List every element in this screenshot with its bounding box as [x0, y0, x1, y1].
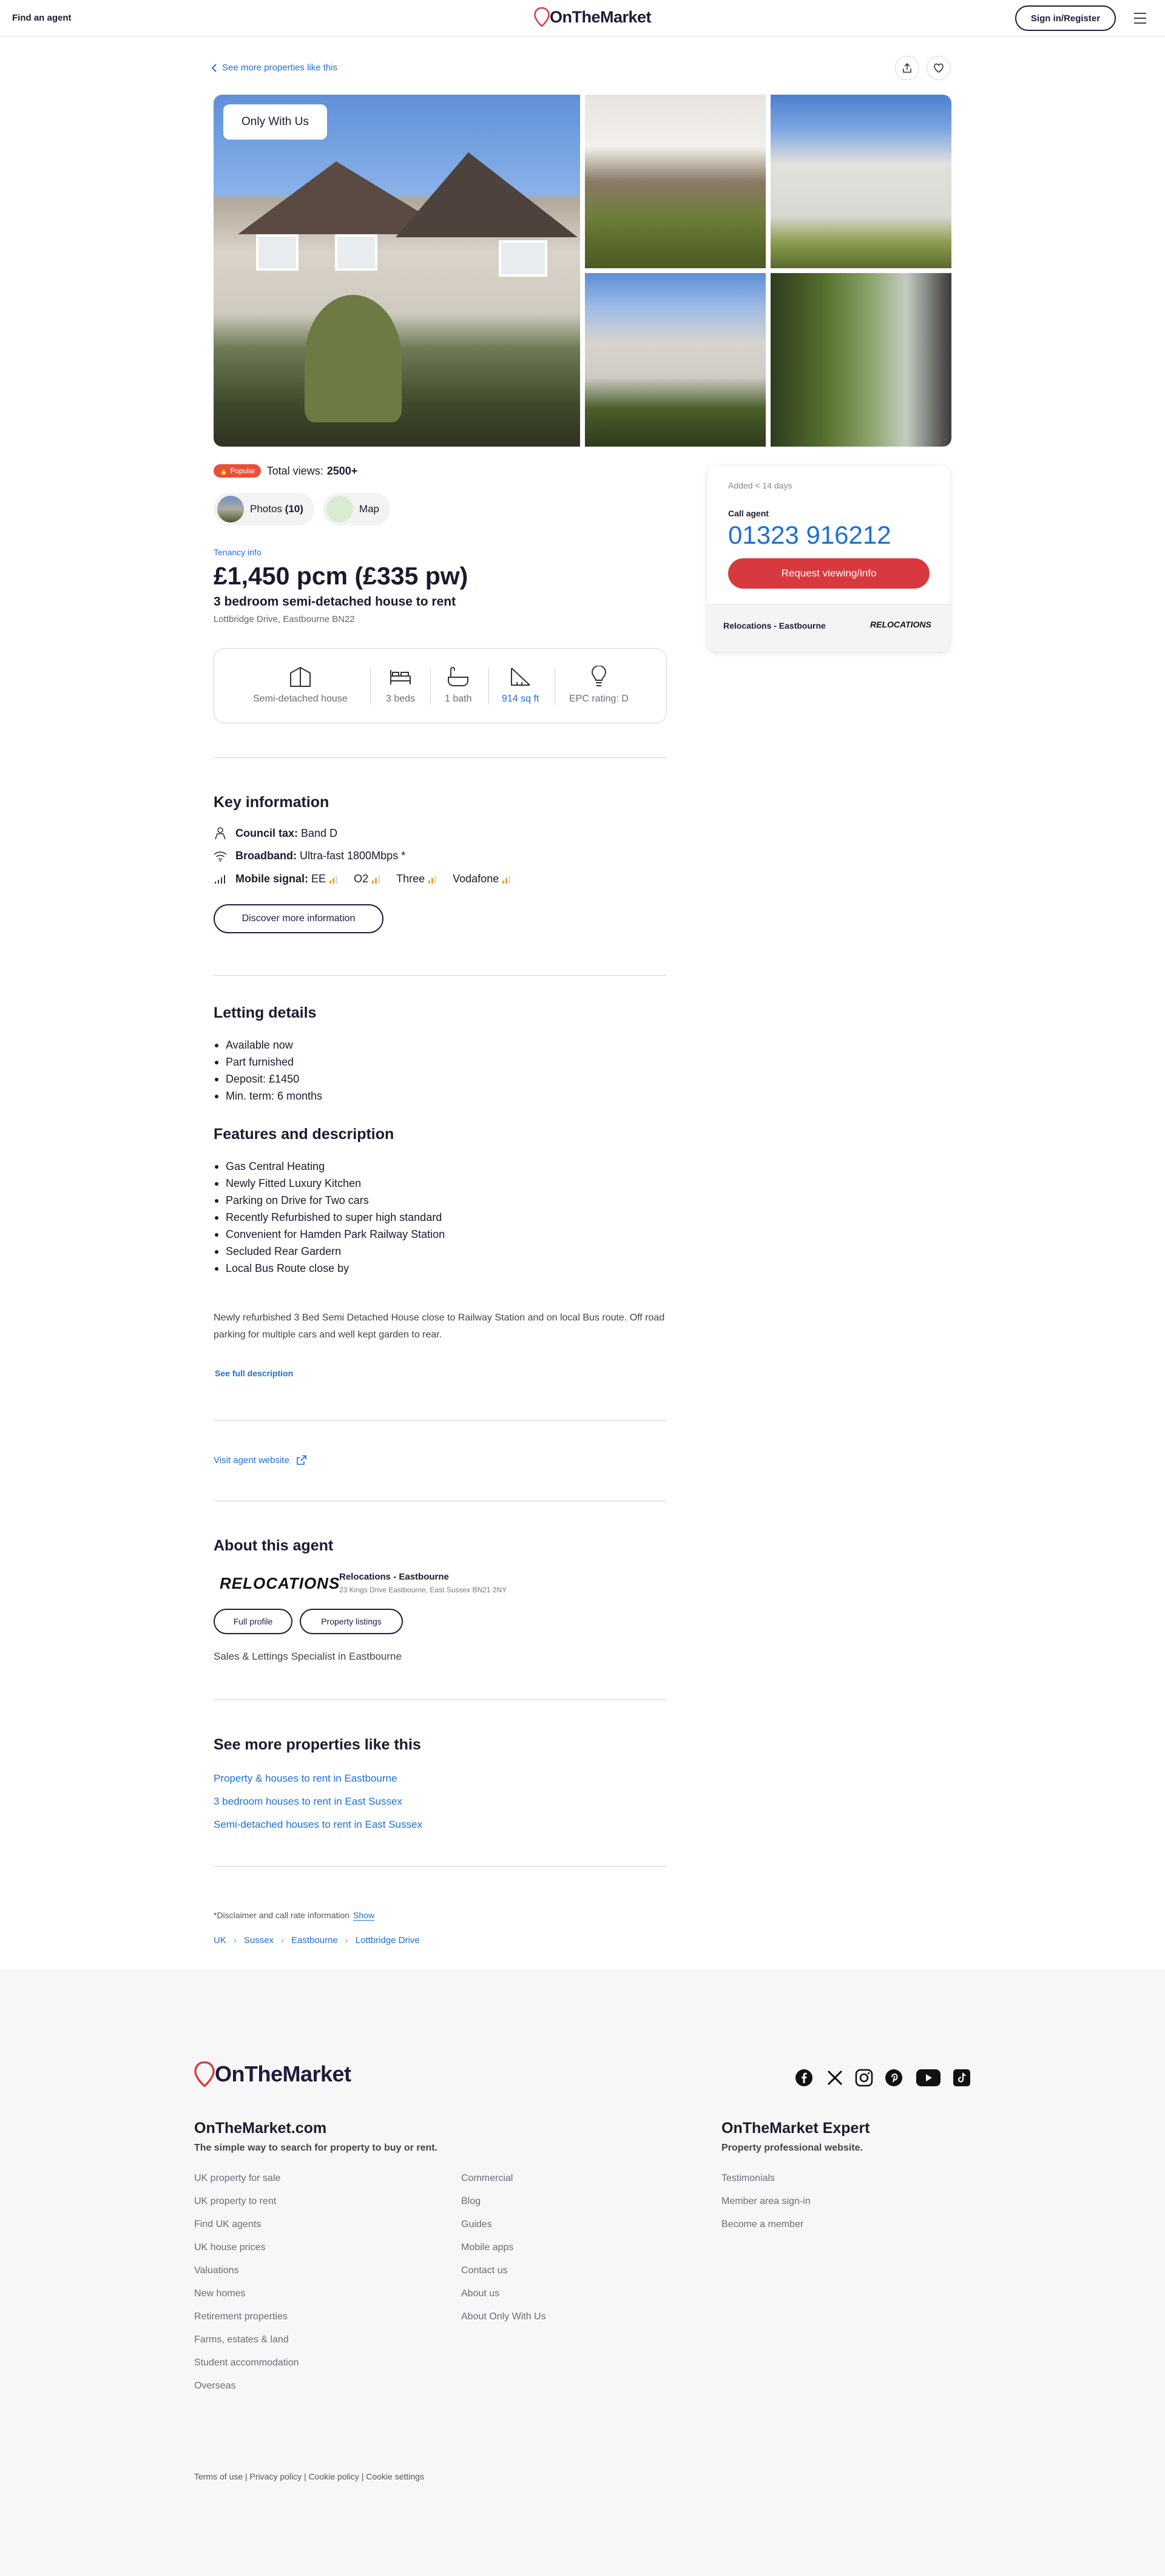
footer-link[interactable]: Student accommodation: [194, 2358, 299, 2368]
divider: [214, 1699, 667, 1700]
card-agent-name: Relocations - Eastbourne: [723, 621, 826, 630]
divider: [214, 1866, 667, 1867]
footer-link[interactable]: Testimonials: [721, 2173, 775, 2183]
breadcrumb-item[interactable]: Lottbridge Drive: [355, 1935, 420, 1946]
facebook-icon[interactable]: [794, 2067, 814, 2088]
similar-link[interactable]: Property & houses to rent in Eastbourne: [214, 1773, 397, 1784]
agent-contact-card: [707, 466, 950, 652]
letting-heading: Letting details: [214, 1004, 317, 1021]
back-link-label: See more properties like this: [222, 63, 338, 73]
area-icon: [510, 666, 532, 687]
council-tax-icon: [214, 827, 226, 840]
list-item: Gas Central Heating: [214, 1158, 445, 1175]
footer-col1-title: OnTheMarket.com: [194, 2120, 327, 2137]
photos-button[interactable]: [214, 493, 314, 526]
share-button[interactable]: [895, 56, 919, 80]
broadband-row: Broadband: Ultra-fast 1800Mbps *: [214, 850, 405, 862]
footer-link[interactable]: Contact us: [461, 2265, 508, 2276]
network-vodafone: Vodafone: [453, 873, 510, 885]
signal-bars-icon: [428, 875, 436, 884]
footer-link[interactable]: New homes: [194, 2288, 246, 2299]
features-heading: Features and description: [214, 1126, 394, 1143]
gallery-photo-4[interactable]: [585, 273, 766, 447]
footer-link[interactable]: UK house prices: [194, 2242, 266, 2253]
map-button[interactable]: [323, 493, 390, 526]
divider: [214, 1420, 667, 1421]
mobile-signal-row: Mobile signal: EE O2 Three Vodafone: [214, 873, 524, 885]
legal-links[interactable]: Terms of use | Privacy policy | Cookie policy | Cookie settings: [194, 2472, 424, 2481]
photos-thumbnail: [217, 496, 244, 522]
site-footer: [0, 1969, 1165, 2576]
property-address: Lottbridge Drive, Eastbourne BN22: [214, 614, 355, 624]
request-viewing-button[interactable]: Request viewing/info: [728, 558, 930, 589]
agent-phone-link[interactable]: 01323 916212: [728, 521, 891, 549]
footer-link[interactable]: Member area sign-in: [721, 2196, 811, 2206]
property-description: Newly refurbished 3 Bed Semi Detached House close to Railway Station and on local Bus route. Off road parking for multiple cars and well kept garden to rear.: [214, 1313, 665, 1340]
tenancy-info-link[interactable]: Tenancy info: [214, 547, 262, 557]
signal-bars-icon: [329, 875, 337, 884]
fact-property-type: Semi-detached house: [253, 666, 348, 705]
list-item: Newly Fitted Luxury Kitchen: [214, 1175, 445, 1192]
footer-link[interactable]: Retirement properties: [194, 2311, 288, 2322]
property-facts: [214, 648, 667, 723]
fact-epc: EPC rating: D: [569, 666, 629, 705]
map-thumbnail: [326, 496, 353, 522]
added-date: Added < 14 days: [728, 481, 792, 490]
signin-button[interactable]: Sign in/Register: [1015, 5, 1116, 31]
key-info-heading: Key information: [214, 794, 329, 811]
back-link[interactable]: [211, 63, 337, 73]
map-label: Map: [359, 503, 379, 515]
logo-pin-icon: [194, 2061, 215, 2087]
footer-link[interactable]: Valuations: [194, 2265, 239, 2276]
about-agent-heading: About this agent: [214, 1537, 334, 1554]
footer-link[interactable]: About us: [461, 2288, 500, 2299]
visit-agent-website-link[interactable]: [214, 1454, 308, 1466]
property-listings-button[interactable]: Property listings: [300, 1609, 403, 1634]
chevron-right-icon: ›: [233, 1935, 237, 1946]
agent-logo: RELOCATIONS: [220, 1574, 340, 1592]
list-item: Deposit: £1450: [214, 1070, 322, 1087]
footer-col3-title: OnTheMarket Expert: [721, 2120, 870, 2137]
divider: [214, 757, 667, 758]
chevron-left-icon: [211, 64, 217, 72]
lightbulb-icon: [590, 666, 607, 688]
footer-link[interactable]: Guides: [461, 2219, 492, 2229]
site-logo[interactable]: [534, 7, 651, 27]
list-item: Local Bus Route close by: [214, 1260, 445, 1277]
external-link-icon: [295, 1454, 308, 1466]
popular-badge: 🔥 Popular: [214, 464, 261, 478]
full-profile-button[interactable]: Full profile: [214, 1609, 292, 1634]
list-item: Min. term: 6 months: [214, 1087, 322, 1104]
fact-floor-area[interactable]: 914 sq ft: [502, 666, 539, 705]
footer-link[interactable]: Commercial: [461, 2173, 513, 2183]
signal-icon: [214, 874, 226, 884]
price: £1,450 pcm (£335 pw): [214, 562, 468, 590]
tiktok-icon[interactable]: [951, 2067, 972, 2088]
breadcrumb-item[interactable]: Sussex: [243, 1935, 274, 1946]
photos-label: Photos (10): [250, 503, 303, 515]
find-agent-link[interactable]: Find an agent: [12, 13, 72, 23]
youtube-icon[interactable]: [916, 2067, 940, 2088]
footer-logo[interactable]: [194, 2061, 351, 2087]
features-list: [214, 1158, 445, 1277]
footer-link[interactable]: UK property to rent: [194, 2196, 277, 2206]
discover-more-button[interactable]: Discover more information: [214, 904, 383, 933]
footer-link[interactable]: Find UK agents: [194, 2219, 262, 2229]
network-ee: EE: [311, 873, 337, 885]
save-favourite-button[interactable]: [927, 56, 951, 80]
similar-link[interactable]: 3 bedroom houses to rent in East Sussex: [214, 1796, 402, 1807]
total-views: Total views: 2500+: [266, 464, 358, 477]
agent-name: Relocations - Eastbourne: [339, 1572, 449, 1582]
gallery-photo-2[interactable]: [585, 95, 766, 268]
views-row: [214, 464, 357, 478]
visit-agent-label: Visit agent website: [214, 1455, 289, 1465]
logo-wordmark: OnTheMarket: [550, 7, 652, 26]
footer-link[interactable]: Farms, estates & land: [194, 2334, 289, 2345]
share-icon: [902, 63, 913, 73]
breadcrumb: [214, 1935, 420, 1946]
list-item: Secluded Rear Gardern: [214, 1243, 445, 1260]
disclaimer: *Disclaimer and call rate information Show: [214, 1910, 375, 1920]
photo-gallery[interactable]: [214, 95, 951, 447]
footer-col3-subtitle: Property professional website.: [721, 2143, 863, 2153]
see-full-description-link[interactable]: See full description: [215, 1368, 294, 1378]
footer-link[interactable]: Become a member: [721, 2219, 804, 2229]
house-icon: [289, 666, 312, 688]
main-photo[interactable]: [214, 95, 580, 447]
only-with-us-badge: Only With Us: [223, 104, 327, 140]
media-buttons: [214, 493, 390, 526]
bed-icon: [389, 668, 412, 686]
list-item: Convenient for Hamden Park Railway Station: [214, 1226, 445, 1243]
breadcrumb-item[interactable]: Eastbourne: [291, 1935, 338, 1946]
logo-pin-icon: [534, 7, 550, 27]
letting-list: [214, 1036, 322, 1104]
council-tax-row: Council tax: Band D: [214, 827, 337, 840]
footer-link[interactable]: Mobile apps: [461, 2242, 514, 2253]
breadcrumb-item[interactable]: UK: [214, 1935, 226, 1946]
footer-link[interactable]: Blog: [461, 2196, 481, 2206]
logo-wordmark: OnTheMarket: [215, 2061, 351, 2086]
pinterest-icon[interactable]: [883, 2067, 904, 2088]
footer-col1-subtitle: The simple way to search for property to buy or rent.: [194, 2143, 437, 2153]
call-agent-label: Call agent: [728, 509, 769, 518]
gallery-photo-5[interactable]: [771, 273, 951, 447]
similar-link[interactable]: Semi-detached houses to rent in East Sussex: [214, 1819, 422, 1830]
chevron-right-icon: ›: [281, 1935, 285, 1946]
signal-bars-icon: [372, 875, 380, 884]
instagram-icon[interactable]: [854, 2067, 874, 2088]
card-agent-logo: RELOCATIONS: [870, 620, 931, 629]
footer-link[interactable]: About Only With Us: [461, 2311, 546, 2322]
footer-link[interactable]: Overseas: [194, 2381, 236, 2391]
list-item: Parking on Drive for Two cars: [214, 1192, 445, 1209]
list-item: Available now: [214, 1036, 322, 1053]
property-type: 3 bedroom semi-detached house to rent: [214, 595, 456, 609]
show-disclaimer-link[interactable]: Show: [353, 1910, 375, 1920]
network-o2: O2: [354, 873, 380, 885]
bath-icon: [447, 666, 469, 687]
wifi-icon: [214, 851, 227, 862]
gallery-photo-3[interactable]: [771, 95, 951, 268]
list-item: Part furnished: [214, 1053, 322, 1070]
similar-heading: See more properties like this: [214, 1736, 421, 1753]
card-agent-footer[interactable]: [707, 604, 950, 652]
agent-tagline: Sales & Lettings Specialist in Eastbourne: [214, 1651, 402, 1662]
network-three: Three: [396, 873, 436, 885]
signal-bars-icon: [502, 875, 510, 884]
heart-icon: [933, 63, 944, 73]
agent-address: 23 Kings Drive Eastbourne, East Sussex BN21 2NY: [339, 1586, 507, 1594]
fact-baths: 1 bath: [445, 666, 471, 705]
site-header: [0, 0, 1165, 36]
x-icon[interactable]: [825, 2067, 845, 2088]
hamburger-menu-icon[interactable]: [1132, 11, 1148, 25]
fact-beds: 3 beds: [386, 666, 415, 705]
chevron-right-icon: ›: [345, 1935, 348, 1946]
list-item: Recently Refurbished to super high standard: [214, 1209, 445, 1226]
divider: [214, 975, 667, 976]
footer-link[interactable]: UK property for sale: [194, 2173, 281, 2183]
